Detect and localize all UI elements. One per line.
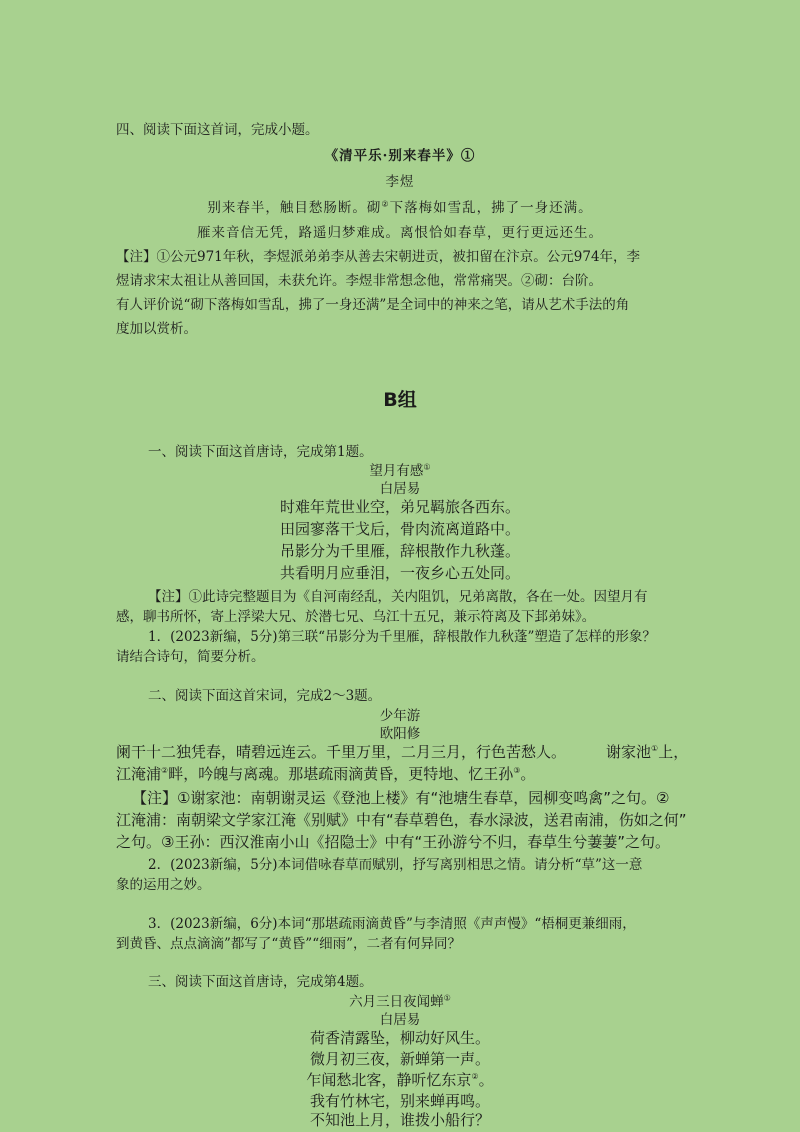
part1-note-1: 【注】①此诗完整题目为《自河南经乱，关内阻饥，兄弟离散，各在一处。因望月有 — [148, 589, 648, 605]
part2-note-3: 之句。③王孙：西汉淮南小山《招隐士》中有“王孙游兮不归，春草生兮萋萋”之句。 — [116, 833, 670, 851]
question-1-line-1: 1．(2023新编，5分)第三联“吊影分为千里雁，辞根散作九秋蓬”塑造了怎样的形象？ — [148, 629, 656, 645]
part3-poem-line: 乍闻愁北客，静听忆东京②。 — [306, 1071, 494, 1089]
question-line-1: 有人评价说“砌下落梅如雪乱，拂了一身还满”是全词中的神来之笔，请从艺术手法的角 — [116, 297, 630, 313]
poem-title: 《清平乐·别来春半》① — [324, 148, 476, 164]
part3-poem-line: 荷香清露坠，柳动好风生。 — [309, 1029, 490, 1047]
poem-author: 李煜 — [385, 174, 415, 190]
poem-line-2: 雁来音信无凭，路遥归梦难成。离恨恰如春草，更行更远还生。 — [197, 225, 603, 241]
part3-poem-line: 我有竹林宅，别来蝉再鸣。 — [309, 1092, 490, 1110]
group-b-heading: B组 — [383, 389, 417, 411]
part3-poem-line: 微月初三夜，新蝉第一声。 — [309, 1050, 490, 1068]
part2-poem-line-2: 江淹浦②畔，吟魄与离魂。那堪疏雨滴黄昏，更特地、忆王孙③。 — [116, 765, 536, 783]
question-3-line-1: 3．(2023新编，6分)本词“那堪疏雨滴黄昏”与李清照《声声慢》“梧桐更兼细雨， — [148, 916, 636, 932]
part1-poem-line: 共看明月应垂泪，一夜乡心五处同。 — [279, 564, 520, 582]
poem-line-1: 别来春半，触目愁肠断。砌②下落梅如雪乱，拂了一身还满。 — [207, 199, 593, 216]
part1-poem-line: 时难年荒世业空，弟兄羁旅各西东。 — [279, 498, 520, 516]
part3-author: 白居易 — [379, 1012, 421, 1028]
part3-intro: 三、阅读下面这首唐诗，完成第4题。 — [148, 974, 373, 990]
part1-title: 望月有感① — [369, 462, 431, 479]
part2-poem-line-1: 阑干十二独凭春，晴碧远连云。千里万里，二月三月，行色苦愁人。 谢家池①上， — [116, 743, 689, 761]
part1-poem-line: 田园寥落干戈后，骨肉流离道路中。 — [279, 520, 520, 538]
question-2-line-2: 象的运用之妙。 — [116, 877, 211, 893]
part1-intro: 一、阅读下面这首唐诗，完成第1题。 — [148, 444, 373, 460]
question-2-line-1: 2．(2023新编，5分)本词借咏春草而赋别，抒写离别相思之情。请分析“草”这一意 — [148, 857, 643, 873]
question-1-line-2: 请结合诗句，简要分析。 — [116, 649, 265, 665]
part2-author: 欧阳修 — [379, 726, 421, 742]
part3-title: 六月三日夜闻蝉① — [349, 993, 451, 1010]
part1-note-2: 感，聊书所怀，寄上浮梁大兄、於潜七兄、乌江十五兄，兼示符离及下邽弟妹》。 — [116, 609, 596, 625]
part2-title: 少年游 — [379, 708, 421, 724]
part1-poem-line: 吊影分为千里雁，辞根散作九秋蓬。 — [279, 542, 520, 560]
question-line-2: 度加以赏析。 — [116, 321, 197, 337]
question-intro: 四、阅读下面这首词，完成小题。 — [116, 122, 319, 138]
part2-intro: 二、阅读下面这首宋词，完成2～3题。 — [148, 688, 382, 704]
part2-note-1: 【注】①谢家池：南朝谢灵运《登池上楼》有“池塘生春草，园柳变鸣禽”之句。② — [132, 789, 670, 807]
part2-note-2: 江淹浦：南朝梁文学家江淹《别赋》中有“春草碧色，春水渌波，送君南浦，伤如之何” — [116, 811, 687, 829]
part3-poem-line: 不知池上月，谁拨小船行？ — [309, 1111, 490, 1129]
question-3-line-2: 到黄昏、点点滴滴”都写了“黄昏”“细雨”，二者有何异同？ — [116, 936, 462, 952]
note-line-2: 煜请求宋太祖让从善回国，未获允许。李煜非常想念他，常常痛哭。②砌：台阶。 — [116, 273, 602, 289]
note-line-1: 【注】①公元971年秋，李煜派弟弟李从善去宋朝进贡，被扣留在汴京。公元974年，李 — [116, 249, 641, 265]
part1-author: 白居易 — [379, 481, 421, 497]
